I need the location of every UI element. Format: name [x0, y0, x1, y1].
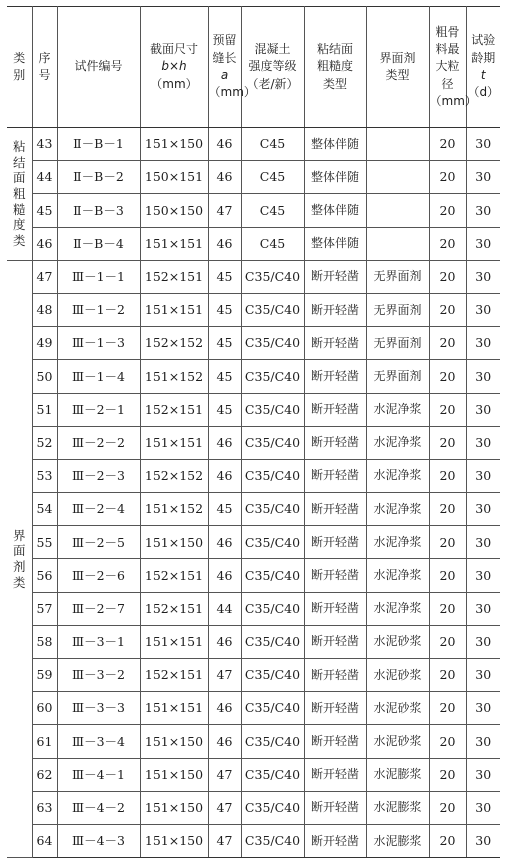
test-age-cell: 30 [466, 459, 500, 492]
specimen-id-cell: Ⅲ－2－6 [57, 559, 140, 592]
roughness-type-cell: 断开轻凿 [304, 725, 366, 758]
row-number-cell: 46 [32, 227, 57, 260]
row-number-cell: 64 [32, 824, 57, 857]
agent-type-cell: 水泥净浆 [366, 559, 429, 592]
gap-length-cell: 46 [208, 526, 241, 559]
row-number-cell: 62 [32, 758, 57, 791]
agent-type-cell [366, 227, 429, 260]
gap-length-cell: 47 [208, 824, 241, 857]
test-age-cell: 30 [466, 161, 500, 194]
roughness-type-cell: 断开轻凿 [304, 559, 366, 592]
header-gap: 预留 缝长 a （mm） [208, 7, 241, 128]
row-number-cell: 47 [32, 260, 57, 293]
section-size-cell: 152×151 [140, 260, 208, 293]
row-number-cell: 58 [32, 625, 57, 658]
section-size-cell: 151×150 [140, 128, 208, 161]
test-age-cell: 30 [466, 725, 500, 758]
table-row [7, 194, 500, 227]
table-row [7, 227, 500, 260]
roughness-type-cell: 断开轻凿 [304, 824, 366, 857]
row-number-cell: 48 [32, 293, 57, 326]
agent-type-cell [366, 128, 429, 161]
section-size-cell: 151×152 [140, 493, 208, 526]
test-age-cell: 30 [466, 260, 500, 293]
table-body [7, 128, 500, 858]
roughness-type-cell: 整体伴随 [304, 194, 366, 227]
specimen-id-cell: Ⅲ－2－7 [57, 592, 140, 625]
section-size-cell: 151×151 [140, 293, 208, 326]
table-row [7, 559, 500, 592]
test-age-cell: 30 [466, 526, 500, 559]
specimen-id-cell: Ⅱ－B－1 [57, 128, 140, 161]
row-number-cell: 61 [32, 725, 57, 758]
table-row [7, 260, 500, 293]
max-aggregate-cell: 20 [429, 625, 466, 658]
concrete-grade-cell: C35/C40 [241, 293, 304, 326]
header-section: 截面尺寸 b×h （mm） [140, 7, 208, 128]
max-aggregate-cell: 20 [429, 360, 466, 393]
specimen-id-cell: Ⅲ－2－2 [57, 426, 140, 459]
max-aggregate-cell: 20 [429, 725, 466, 758]
roughness-type-cell: 断开轻凿 [304, 592, 366, 625]
concrete-grade-cell: C35/C40 [241, 791, 304, 824]
section-size-cell: 150×150 [140, 194, 208, 227]
roughness-type-cell: 断开轻凿 [304, 659, 366, 692]
test-age-cell: 30 [466, 824, 500, 857]
test-age-cell: 30 [466, 692, 500, 725]
concrete-grade-cell: C45 [241, 194, 304, 227]
max-aggregate-cell: 20 [429, 493, 466, 526]
roughness-type-cell: 整体伴随 [304, 128, 366, 161]
gap-length-cell: 47 [208, 758, 241, 791]
header-row [7, 7, 500, 128]
roughness-type-cell: 断开轻凿 [304, 393, 366, 426]
row-number-cell: 55 [32, 526, 57, 559]
roughness-type-cell: 断开轻凿 [304, 426, 366, 459]
concrete-grade-cell: C35/C40 [241, 260, 304, 293]
gap-length-cell: 46 [208, 725, 241, 758]
gap-length-cell: 47 [208, 194, 241, 227]
gap-length-cell: 44 [208, 592, 241, 625]
max-aggregate-cell: 20 [429, 393, 466, 426]
concrete-grade-cell: C35/C40 [241, 824, 304, 857]
row-number-cell: 54 [32, 493, 57, 526]
test-age-cell: 30 [466, 493, 500, 526]
gap-length-cell: 46 [208, 692, 241, 725]
test-age-cell: 30 [466, 327, 500, 360]
test-age-cell: 30 [466, 659, 500, 692]
row-number-cell: 56 [32, 559, 57, 592]
specimen-id-cell: Ⅲ－2－5 [57, 526, 140, 559]
table-row [7, 426, 500, 459]
specimen-id-cell: Ⅲ－1－2 [57, 293, 140, 326]
section-size-cell: 152×151 [140, 592, 208, 625]
agent-type-cell: 水泥净浆 [366, 526, 429, 559]
table-row [7, 293, 500, 326]
specimen-id-cell: Ⅲ－4－2 [57, 791, 140, 824]
table-row [7, 758, 500, 791]
max-aggregate-cell: 20 [429, 824, 466, 857]
test-age-cell: 30 [466, 227, 500, 260]
test-age-cell: 30 [466, 592, 500, 625]
specimen-id-cell: Ⅱ－B－2 [57, 161, 140, 194]
specimen-id-cell: Ⅲ－3－4 [57, 725, 140, 758]
table-row [7, 592, 500, 625]
test-age-cell: 30 [466, 128, 500, 161]
max-aggregate-cell: 20 [429, 459, 466, 492]
roughness-type-cell: 整体伴随 [304, 161, 366, 194]
roughness-type-cell: 断开轻凿 [304, 526, 366, 559]
max-aggregate-cell: 20 [429, 791, 466, 824]
table-row [7, 692, 500, 725]
specimen-id-cell: Ⅲ－3－3 [57, 692, 140, 725]
gap-length-cell: 46 [208, 161, 241, 194]
agent-type-cell: 无界面剂 [366, 293, 429, 326]
table-row [7, 493, 500, 526]
agent-type-cell: 水泥净浆 [366, 493, 429, 526]
table-row [7, 327, 500, 360]
header-strength: 混凝土 强度等级 （老/新） [241, 7, 304, 128]
header-no: 序 号 [32, 7, 57, 128]
gap-length-cell: 47 [208, 659, 241, 692]
roughness-type-cell: 断开轻凿 [304, 260, 366, 293]
roughness-type-cell: 断开轻凿 [304, 360, 366, 393]
roughness-type-cell: 断开轻凿 [304, 758, 366, 791]
table-row [7, 659, 500, 692]
category-label: 粘结面粗糙度类 [12, 139, 26, 248]
agent-type-cell: 水泥砂浆 [366, 692, 429, 725]
section-size-cell: 151×150 [140, 824, 208, 857]
test-age-cell: 30 [466, 360, 500, 393]
section-size-cell: 152×151 [140, 393, 208, 426]
concrete-grade-cell: C35/C40 [241, 725, 304, 758]
section-size-cell: 151×150 [140, 758, 208, 791]
max-aggregate-cell: 20 [429, 327, 466, 360]
max-aggregate-cell: 20 [429, 559, 466, 592]
gap-length-cell: 46 [208, 459, 241, 492]
header-roughness: 粘结面 粗糙度 类型 [304, 7, 366, 128]
table-row [7, 360, 500, 393]
concrete-grade-cell: C35/C40 [241, 758, 304, 791]
row-number-cell: 52 [32, 426, 57, 459]
max-aggregate-cell: 20 [429, 659, 466, 692]
table-row [7, 161, 500, 194]
roughness-type-cell: 断开轻凿 [304, 459, 366, 492]
gap-length-cell: 45 [208, 293, 241, 326]
specimen-id-cell: Ⅲ－1－3 [57, 327, 140, 360]
roughness-type-cell: 断开轻凿 [304, 692, 366, 725]
concrete-grade-cell: C45 [241, 161, 304, 194]
gap-length-cell: 46 [208, 625, 241, 658]
test-age-cell: 30 [466, 791, 500, 824]
gap-length-cell: 45 [208, 327, 241, 360]
agent-type-cell: 水泥净浆 [366, 426, 429, 459]
section-size-cell: 152×152 [140, 327, 208, 360]
specimen-id-cell: Ⅱ－B－3 [57, 194, 140, 227]
roughness-type-cell: 断开轻凿 [304, 791, 366, 824]
roughness-type-cell: 断开轻凿 [304, 327, 366, 360]
max-aggregate-cell: 20 [429, 526, 466, 559]
specimen-table [7, 6, 500, 858]
row-number-cell: 43 [32, 128, 57, 161]
max-aggregate-cell: 20 [429, 227, 466, 260]
section-size-cell: 151×152 [140, 360, 208, 393]
header-age: 试验 龄期 t （d） [466, 7, 500, 128]
test-age-cell: 30 [466, 393, 500, 426]
table-row [7, 459, 500, 492]
category-cell [7, 128, 32, 261]
concrete-grade-cell: C35/C40 [241, 459, 304, 492]
concrete-grade-cell: C35/C40 [241, 692, 304, 725]
agent-type-cell: 水泥膨浆 [366, 824, 429, 857]
specimen-id-cell: Ⅲ－3－2 [57, 659, 140, 692]
gap-length-cell: 47 [208, 791, 241, 824]
row-number-cell: 57 [32, 592, 57, 625]
row-number-cell: 45 [32, 194, 57, 227]
section-size-cell: 151×151 [140, 227, 208, 260]
concrete-grade-cell: C45 [241, 128, 304, 161]
agent-type-cell: 水泥砂浆 [366, 625, 429, 658]
header-agent: 界面剂 类型 [366, 7, 429, 128]
gap-length-cell: 46 [208, 227, 241, 260]
max-aggregate-cell: 20 [429, 758, 466, 791]
gap-length-cell: 46 [208, 426, 241, 459]
roughness-type-cell: 断开轻凿 [304, 493, 366, 526]
category-cell [7, 260, 32, 857]
max-aggregate-cell: 20 [429, 128, 466, 161]
specimen-id-cell: Ⅲ－1－4 [57, 360, 140, 393]
max-aggregate-cell: 20 [429, 260, 466, 293]
section-size-cell: 150×151 [140, 161, 208, 194]
max-aggregate-cell: 20 [429, 194, 466, 227]
section-size-cell: 151×150 [140, 725, 208, 758]
concrete-grade-cell: C35/C40 [241, 559, 304, 592]
category-label: 界面剂类 [12, 527, 26, 590]
test-age-cell: 30 [466, 625, 500, 658]
test-age-cell: 30 [466, 194, 500, 227]
section-size-cell: 152×152 [140, 459, 208, 492]
max-aggregate-cell: 20 [429, 592, 466, 625]
max-aggregate-cell: 20 [429, 692, 466, 725]
test-age-cell: 30 [466, 758, 500, 791]
row-number-cell: 49 [32, 327, 57, 360]
section-size-cell: 151×150 [140, 791, 208, 824]
test-age-cell: 30 [466, 559, 500, 592]
row-number-cell: 59 [32, 659, 57, 692]
header-specimen: 试件编号 [57, 7, 140, 128]
agent-type-cell: 水泥净浆 [366, 393, 429, 426]
concrete-grade-cell: C35/C40 [241, 659, 304, 692]
section-size-cell: 151×151 [140, 625, 208, 658]
section-size-cell: 151×151 [140, 692, 208, 725]
agent-type-cell: 无界面剂 [366, 327, 429, 360]
specimen-id-cell: Ⅲ－4－1 [57, 758, 140, 791]
agent-type-cell: 水泥净浆 [366, 459, 429, 492]
table-row [7, 625, 500, 658]
concrete-grade-cell: C35/C40 [241, 360, 304, 393]
concrete-grade-cell: C35/C40 [241, 592, 304, 625]
agent-type-cell: 水泥砂浆 [366, 659, 429, 692]
row-number-cell: 53 [32, 459, 57, 492]
row-number-cell: 50 [32, 360, 57, 393]
header-category: 类 别 [7, 7, 32, 128]
row-number-cell: 60 [32, 692, 57, 725]
max-aggregate-cell: 20 [429, 161, 466, 194]
agent-type-cell: 无界面剂 [366, 360, 429, 393]
agent-type-cell: 无界面剂 [366, 260, 429, 293]
concrete-grade-cell: C35/C40 [241, 393, 304, 426]
roughness-type-cell: 断开轻凿 [304, 625, 366, 658]
table-row [7, 791, 500, 824]
gap-length-cell: 46 [208, 559, 241, 592]
concrete-grade-cell: C35/C40 [241, 426, 304, 459]
roughness-type-cell: 断开轻凿 [304, 293, 366, 326]
section-size-cell: 151×151 [140, 426, 208, 459]
max-aggregate-cell: 20 [429, 426, 466, 459]
table-row [7, 526, 500, 559]
gap-length-cell: 45 [208, 493, 241, 526]
table-row [7, 824, 500, 857]
agent-type-cell: 水泥砂浆 [366, 725, 429, 758]
specimen-id-cell: Ⅲ－3－1 [57, 625, 140, 658]
specimen-id-cell: Ⅱ－B－4 [57, 227, 140, 260]
table-row [7, 393, 500, 426]
row-number-cell: 44 [32, 161, 57, 194]
agent-type-cell: 水泥膨浆 [366, 758, 429, 791]
concrete-grade-cell: C35/C40 [241, 493, 304, 526]
specimen-id-cell: Ⅲ－4－3 [57, 824, 140, 857]
section-size-cell: 152×151 [140, 559, 208, 592]
concrete-grade-cell: C35/C40 [241, 327, 304, 360]
table-row [7, 725, 500, 758]
header-aggregate: 粗骨 料最 大粒 径 （mm） [429, 7, 466, 128]
section-size-cell: 151×150 [140, 526, 208, 559]
specimen-id-cell: Ⅲ－1－1 [57, 260, 140, 293]
specimen-id-cell: Ⅲ－2－4 [57, 493, 140, 526]
concrete-grade-cell: C35/C40 [241, 625, 304, 658]
gap-length-cell: 46 [208, 128, 241, 161]
gap-length-cell: 45 [208, 260, 241, 293]
concrete-grade-cell: C35/C40 [241, 526, 304, 559]
row-number-cell: 63 [32, 791, 57, 824]
agent-type-cell: 水泥净浆 [366, 592, 429, 625]
test-age-cell: 30 [466, 426, 500, 459]
row-number-cell: 51 [32, 393, 57, 426]
specimen-id-cell: Ⅲ－2－1 [57, 393, 140, 426]
agent-type-cell [366, 161, 429, 194]
concrete-grade-cell: C45 [241, 227, 304, 260]
section-size-cell: 152×151 [140, 659, 208, 692]
table-row [7, 128, 500, 161]
agent-type-cell: 水泥膨浆 [366, 791, 429, 824]
gap-length-cell: 45 [208, 360, 241, 393]
test-age-cell: 30 [466, 293, 500, 326]
max-aggregate-cell: 20 [429, 293, 466, 326]
gap-length-cell: 45 [208, 393, 241, 426]
agent-type-cell [366, 194, 429, 227]
roughness-type-cell: 整体伴随 [304, 227, 366, 260]
specimen-id-cell: Ⅲ－2－3 [57, 459, 140, 492]
